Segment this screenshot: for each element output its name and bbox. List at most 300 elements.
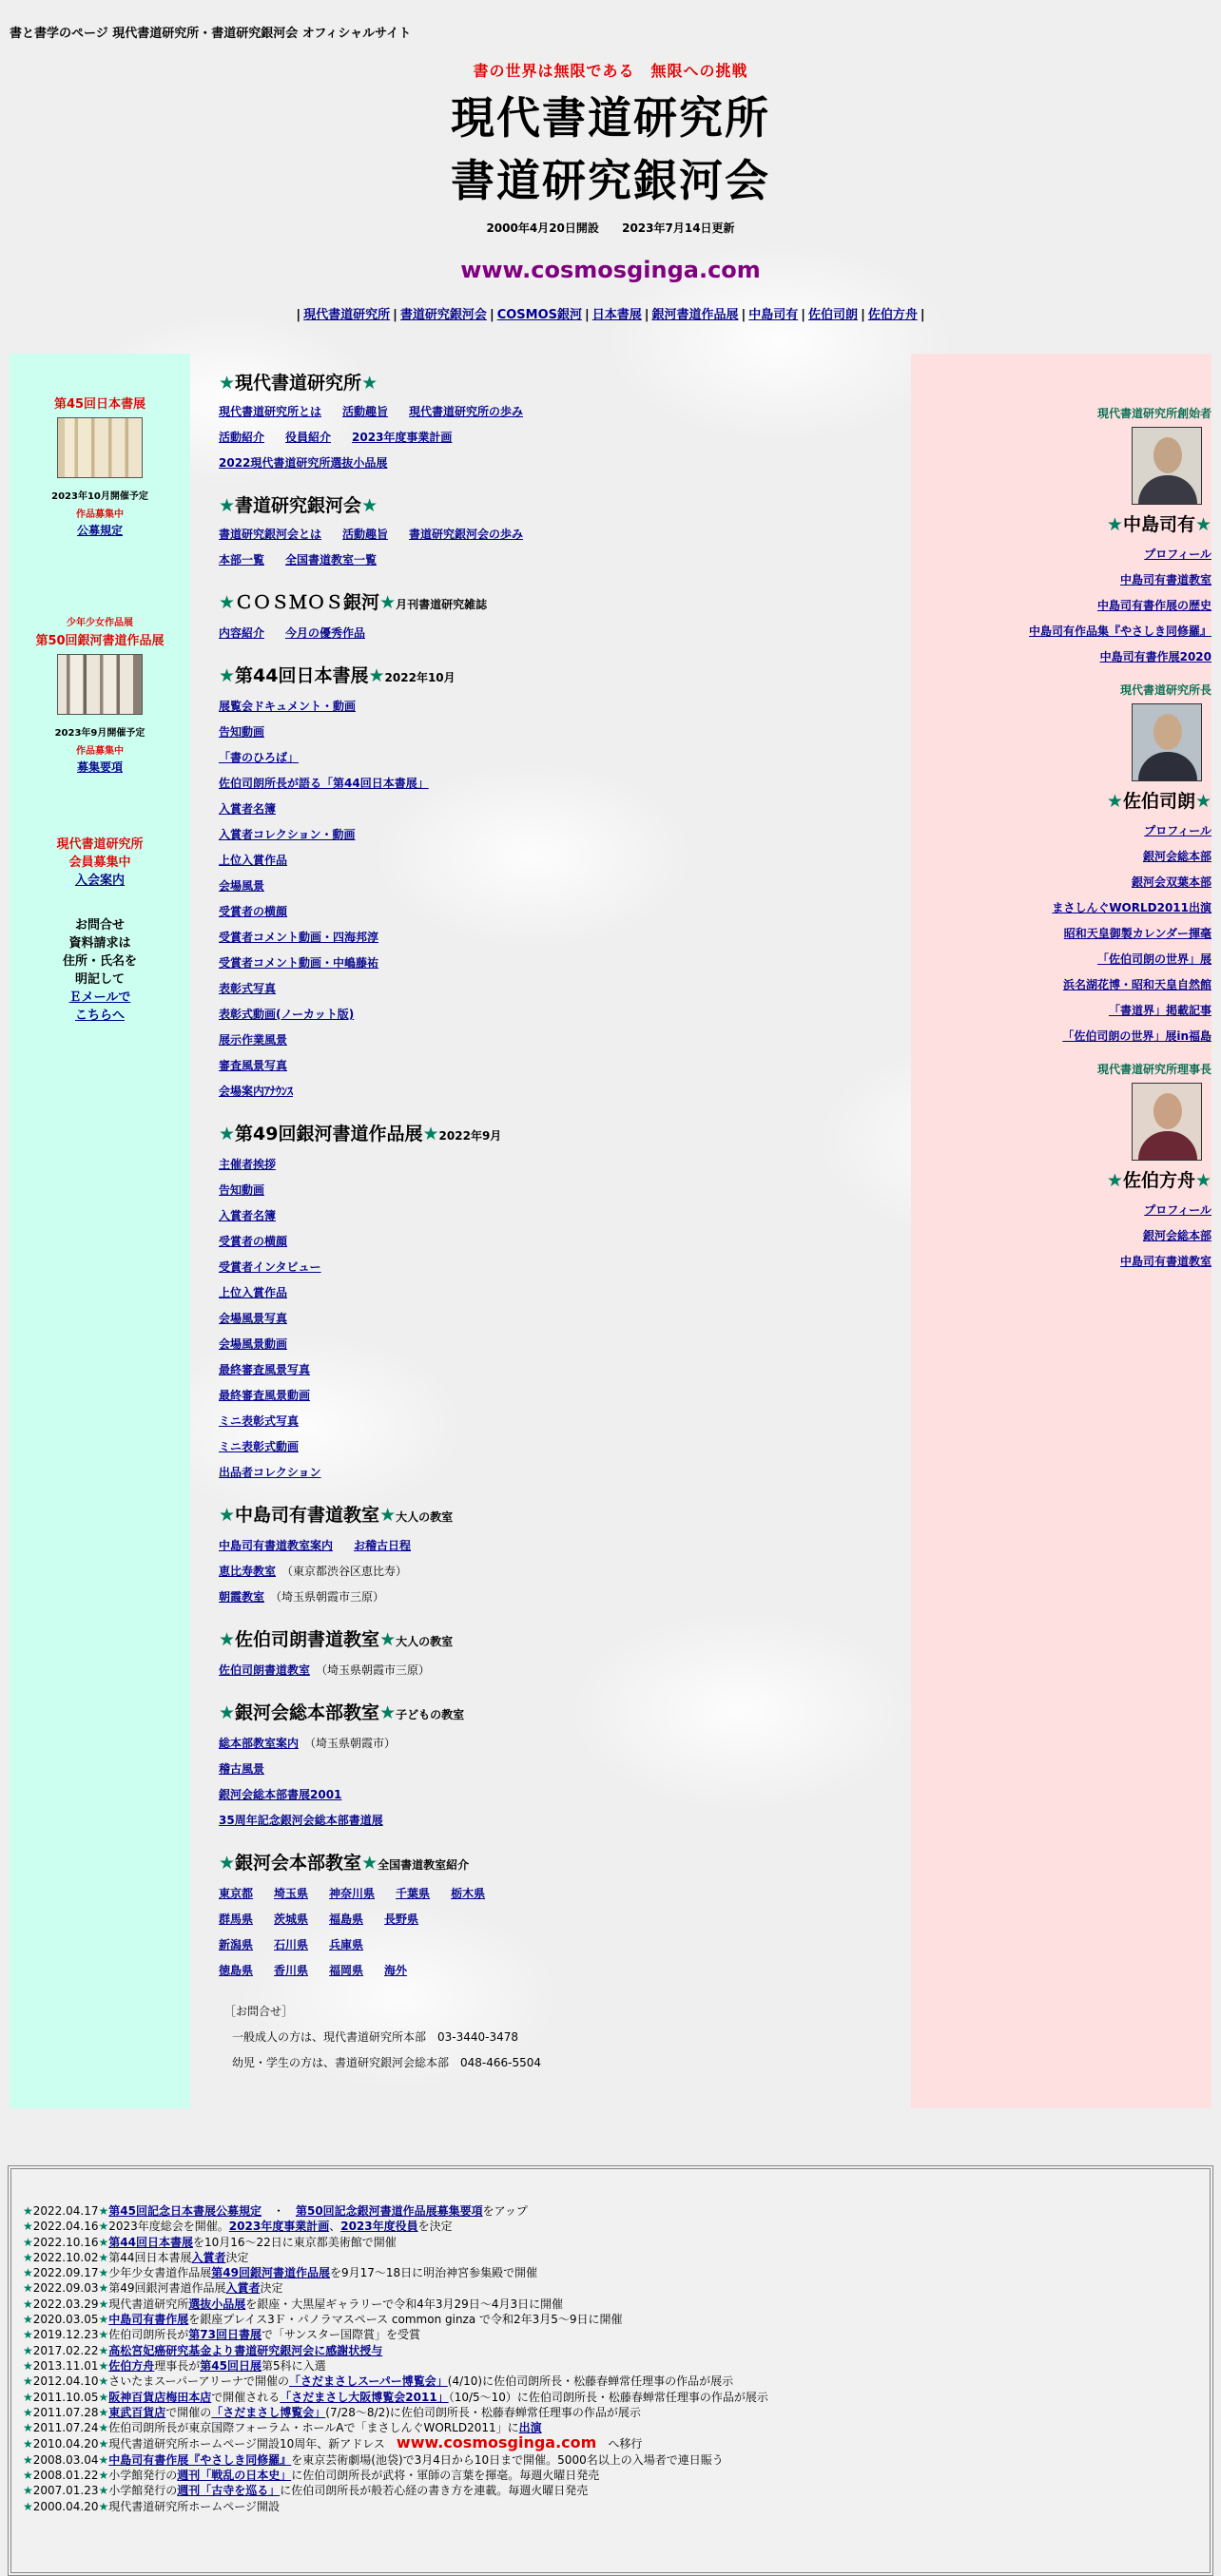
link-row (219, 1757, 884, 1782)
link-row (219, 1881, 884, 1907)
email-link-2[interactable]: こちらへ (74, 1009, 125, 1023)
link-row (219, 1932, 884, 1958)
link-row (219, 1434, 884, 1460)
nav-separator: | (585, 308, 590, 322)
news-text: 第49回銀河書道作品展 (108, 2281, 226, 2296)
star-icon: ★ (98, 2281, 109, 2296)
star-icon: ★ (23, 2469, 33, 2483)
updated-date: 2023年7月14日更新 (622, 221, 735, 235)
news-item (23, 2312, 1198, 2327)
section-link[interactable]: 受賞者コメント動画・中嶋藤祐 (219, 956, 379, 970)
news-date: 2022.03.29 (32, 2297, 99, 2311)
news-text: 2023年度総会を開催。 (108, 2220, 229, 2234)
profile-link[interactable]: プロフィール (1144, 548, 1211, 561)
news-link[interactable]: 佐伯方舟 (108, 2358, 155, 2373)
section-link[interactable]: 兵庫県 (329, 1938, 364, 1951)
link-row (219, 1178, 884, 1203)
star-icon: ★ (98, 2313, 109, 2327)
profile-link[interactable]: 銀河会双葉本部 (1131, 875, 1211, 889)
page-title (0, 87, 1221, 212)
section-link[interactable]: 佐伯司朗所長が語る「第44回日本書展」 (219, 777, 429, 790)
section-subtitle: 月刊書道研究雑誌 (396, 598, 488, 611)
news-text: ・ (261, 2204, 296, 2218)
star-icon: ★ (23, 2328, 33, 2342)
news-date: 2022.09.17 (32, 2266, 99, 2280)
link-row (219, 1907, 884, 1932)
star-icon: ★ (219, 1124, 236, 1144)
star-icon: ★ (219, 1702, 236, 1723)
section-link[interactable]: 朝霞教室 (219, 1590, 265, 1604)
link-row (219, 976, 884, 1002)
link-row (219, 1280, 884, 1306)
exhibit1-link[interactable]: 公募規定 (76, 524, 123, 537)
star-icon: ★ (219, 592, 236, 613)
section-link[interactable]: 展示作業風景 (219, 1033, 288, 1047)
news-text: 決定 (260, 2281, 283, 2296)
contact-child: 幼児・学生の方は、書道研究銀河会総本部 048-466-5504 (232, 2056, 542, 2069)
location-note: （埼玉県朝霞市） (304, 1737, 397, 1750)
email-link[interactable]: Ｅメールで (68, 990, 131, 1005)
star-icon: ★ (23, 2266, 33, 2280)
news-date: 2011.10.05 (32, 2390, 99, 2404)
news-link[interactable]: 週刊「古寺を巡る」 (177, 2484, 281, 2498)
page-header (0, 59, 1221, 322)
star-icon: ★ (98, 2297, 109, 2311)
section-title (219, 1851, 884, 1877)
nav-separator: | (801, 308, 806, 322)
news-link[interactable]: 2023年度事業計画 (228, 2220, 330, 2234)
site-small-title: 書と書学のページ 現代書道研究所・書道研究銀河会 オフィシャルサイト (10, 27, 412, 41)
exhibit1-title: 第45回日本書展 (53, 397, 146, 412)
news-text: で「サンスター国際賞」を受賞 (261, 2328, 421, 2342)
section-subtitle: 2022年10月 (384, 671, 455, 684)
section-title-text: ＣＯＳＭＯＳ銀河 (235, 592, 380, 613)
section-link[interactable]: 告知動画 (219, 1183, 265, 1197)
link-row (219, 720, 884, 745)
section-link[interactable]: 上位入賞作品 (219, 854, 288, 867)
section-link[interactable]: 総本部教室案内 (219, 1737, 300, 1750)
section-link[interactable]: 受賞者の横顔 (219, 1235, 288, 1248)
news-link[interactable]: 第73回日書展 (188, 2328, 262, 2342)
section-link[interactable]: 上位入賞作品 (219, 1286, 288, 1299)
section-link[interactable]: 石川県 (274, 1938, 309, 1951)
star-icon: ★ (23, 2220, 33, 2234)
founder-name: ★中島司有★ (1106, 514, 1211, 535)
section-link[interactable]: 受賞者インタビュー (219, 1260, 321, 1274)
director-role: 現代書道研究所長 (1119, 683, 1211, 697)
news-text: 第44回日本書展 (108, 2250, 192, 2264)
news-link[interactable]: 入賞者 (191, 2250, 226, 2264)
nav-separator: | (393, 308, 397, 322)
section-link[interactable]: 新潟県 (219, 1938, 254, 1951)
section-link[interactable]: ミニ表彰式動画 (219, 1440, 300, 1453)
section-link[interactable]: 会場案内ｱﾅｳﾝｽ (219, 1085, 294, 1098)
link-row (219, 1958, 884, 1984)
link-row (219, 1152, 884, 1178)
news-item (23, 2203, 1198, 2219)
nav-separator: | (489, 308, 494, 322)
section-title-text: 現代書道研究所 (235, 373, 362, 394)
news-date: 2011.07.28 (32, 2405, 99, 2419)
news-link[interactable]: 中島司有書作展 (108, 2313, 189, 2327)
section-link[interactable]: 徳島県 (219, 1964, 254, 1977)
nav-link[interactable]: 書道研究銀河会 (399, 308, 487, 322)
location-note: （埼玉県朝霞市三原） (316, 1663, 431, 1677)
exhibit2-thumbnail[interactable] (57, 654, 143, 715)
section-link[interactable]: 銀河会総本部書展2001 (219, 1788, 342, 1801)
section-link[interactable]: 恵比寿教室 (219, 1565, 277, 1578)
news-date: 2008.03.04 (32, 2452, 99, 2467)
section-link[interactable]: 神奈川県 (329, 1887, 376, 1900)
section-link[interactable]: 入賞者名簿 (219, 1209, 277, 1222)
star-icon: ★ (23, 2250, 33, 2264)
news-item (23, 2435, 1198, 2451)
nav-link[interactable]: 現代書道研究所 (303, 308, 391, 322)
section-link[interactable]: 福岡県 (329, 1964, 364, 1977)
star-icon: ★ (98, 2405, 109, 2419)
link-row (219, 1332, 884, 1357)
title-line-2: 書道研究銀河会 (451, 155, 770, 206)
news-text: （10/5～10）に佐伯司朗所長・松藤春蝉常任理事の作品が展示 (448, 2390, 768, 2404)
section-link[interactable]: 稽古風景 (219, 1762, 265, 1776)
section-link[interactable]: 本部一覧 (219, 553, 265, 567)
link-row (219, 1357, 884, 1383)
founder-portrait (1132, 427, 1202, 505)
director-portrait (1132, 703, 1202, 781)
section-link[interactable]: 会場風景動画 (219, 1337, 288, 1351)
link-row (219, 694, 884, 720)
news-link[interactable]: 入賞者 (225, 2281, 261, 2296)
section-link[interactable]: 会場風景 (219, 879, 265, 893)
star-icon: ★ (98, 2220, 109, 2234)
exhibit1-date: 2023年10月開催予定 (51, 491, 148, 502)
star-icon: ★ (219, 495, 236, 516)
section-link[interactable]: 現代書道研究所の歩み (409, 405, 524, 418)
link-row (219, 925, 884, 951)
link-row (219, 1808, 884, 1834)
nav-link[interactable]: COSMOS銀河 (496, 308, 582, 322)
news-text: を東京芸術劇場(池袋)で3月4日から10日まで開催。5000名以上の入場者で連日賑う (291, 2452, 724, 2467)
member-link[interactable]: 入会案内 (74, 874, 125, 888)
nav-link[interactable]: 銀河書道作品展 (651, 308, 739, 322)
section-link[interactable]: 35周年記念銀河会総本部書道展 (219, 1814, 383, 1827)
profile-link[interactable]: 銀河会総本部 (1142, 1229, 1211, 1242)
profile-link[interactable]: プロフィール (1144, 1203, 1211, 1217)
section-link[interactable]: 最終審査風景写真 (219, 1363, 311, 1376)
news-link[interactable]: 選抜小品展 (188, 2297, 246, 2311)
section-link[interactable]: 役員紹介 (285, 431, 332, 444)
news-date: 2008.01.22 (32, 2469, 99, 2483)
news-item (23, 2405, 1198, 2420)
profile-link[interactable]: プロフィール (1144, 824, 1211, 837)
section-link[interactable]: 会場風景写真 (219, 1312, 288, 1325)
star-icon: ★ (23, 2437, 33, 2451)
section-link[interactable]: 「書のひろば」 (219, 751, 300, 764)
link-row (219, 1383, 884, 1409)
news-date: 2011.07.24 (32, 2421, 99, 2435)
link-row (219, 1053, 884, 1079)
news-item (23, 2358, 1198, 2374)
star-icon: ★ (379, 1629, 397, 1650)
link-row (219, 621, 884, 646)
news-text: 第5科に入選 (261, 2358, 326, 2373)
star-icon: ★ (98, 2452, 109, 2467)
section-title (219, 1701, 884, 1727)
star-icon: ★ (379, 1505, 397, 1526)
news-link[interactable]: 中島司有書作展『やさしき同修羅』 (108, 2452, 292, 2467)
chairman-role: 現代書道研究所理事長 (1096, 1063, 1211, 1076)
star-icon: ★ (98, 2204, 109, 2218)
left-sidebar (10, 354, 190, 2108)
section-title (219, 663, 884, 690)
section-title-text: 銀河会総本部教室 (235, 1702, 380, 1723)
news-domain: www.cosmosginga.com (396, 2433, 597, 2452)
news-link[interactable]: 2023年度役員 (340, 2220, 418, 2234)
section-title-text: 銀河会本部教室 (235, 1853, 362, 1874)
section-link[interactable]: 海外 (384, 1964, 408, 1977)
date-info (0, 220, 1221, 236)
profile-link[interactable]: 「書道界」掲載記事 (1108, 1004, 1211, 1017)
star-icon: ★ (219, 1853, 236, 1874)
news-date: 2022.04.17 (32, 2204, 99, 2218)
star-icon: ★ (219, 373, 236, 394)
section-title (219, 1627, 884, 1654)
news-date: 2010.04.20 (32, 2437, 99, 2451)
news-link[interactable]: 阪神百貨店梅田本店 (108, 2390, 212, 2404)
news-link[interactable]: 「さだまさし博覧会」 (211, 2405, 326, 2419)
news-text: を銀座・大黒屋ギャラリーで令和4年3月29日～4月3日に開催 (245, 2297, 564, 2311)
section-link[interactable]: 受賞者コメント動画・四海邦淳 (219, 931, 379, 944)
exhibit2-link[interactable]: 募集要項 (76, 760, 123, 774)
section-link[interactable]: 2023年度事業計画 (352, 431, 453, 444)
section-link[interactable]: 審査風景写真 (219, 1059, 288, 1072)
star-icon: ★ (98, 2328, 109, 2342)
contact-head: ［お問合せ］ (224, 2005, 294, 2018)
news-link[interactable]: 第44回日本書展 (108, 2235, 193, 2249)
section-title (219, 1122, 884, 1148)
news-item (23, 2219, 1198, 2234)
section-link[interactable]: 東京都 (219, 1887, 254, 1900)
section-link[interactable]: 茨城県 (274, 1913, 309, 1926)
news-link[interactable]: 高松宮妃癌研究基金より書道研究銀河会に感謝状授与 (108, 2343, 383, 2357)
link-row (219, 848, 884, 874)
director-links (911, 818, 1211, 1049)
section-link[interactable]: 活動趣旨 (342, 405, 389, 418)
news-text: (7/28～8/2)に佐伯司朗所長・松藤春蝉常任理事の作品が展示 (325, 2405, 641, 2419)
inquiry-line: お問合せ (74, 918, 125, 932)
exhibit2-date: 2023年9月開催予定 (54, 728, 145, 739)
section-link[interactable]: 福島県 (329, 1913, 364, 1926)
profile-link[interactable]: 中島司有書作展2020 (1099, 650, 1211, 663)
link-row (219, 1203, 884, 1229)
tagline: 書の世界は無限である 無限への挑戦 (473, 62, 748, 80)
star-icon: ★ (422, 1124, 439, 1144)
news-link[interactable]: 「さだまさしスーパー博覧会」 (288, 2374, 448, 2389)
section-title-text: 中島司有書道教室 (235, 1505, 380, 1526)
section-link[interactable]: 中島司有書道教室案内 (219, 1539, 334, 1552)
star-icon: ★ (23, 2499, 33, 2513)
section-link[interactable]: 書道研究銀河会の歩み (409, 528, 524, 541)
star-icon: ★ (98, 2421, 109, 2435)
exhibit1-thumbnail[interactable] (57, 417, 143, 478)
news-link[interactable]: 第49回銀河書道作品展 (211, 2266, 330, 2280)
news-item (23, 2468, 1198, 2483)
member-line-2: 会員募集中 (68, 855, 131, 870)
star-icon: ★ (98, 2358, 109, 2373)
link-row (219, 1079, 884, 1105)
news-date: 2012.04.10 (32, 2374, 99, 2389)
link-row (219, 1782, 884, 1808)
link-row (219, 822, 884, 848)
section-link[interactable]: 出品者コレクション (219, 1466, 321, 1479)
star-icon: ★ (98, 2484, 109, 2498)
news-link[interactable]: 出演 (518, 2421, 542, 2435)
section-link[interactable]: 展覧会ドキュメント・動画 (219, 700, 357, 713)
link-row (219, 1028, 884, 1053)
news-text: 佐伯司朗所長が (108, 2328, 189, 2342)
news-link[interactable]: 第50回記念銀河書道作品展募集要項 (295, 2204, 483, 2218)
news-date: 2019.12.23 (32, 2328, 99, 2342)
top-nav (0, 304, 1221, 322)
section-link[interactable]: 表彰式動画(ノーカット版) (219, 1008, 355, 1021)
link-row (219, 874, 884, 899)
section-link[interactable]: 内容紹介 (219, 626, 265, 640)
star-icon: ★ (23, 2421, 33, 2435)
section-title-text: 佐伯司朗書道教室 (235, 1629, 380, 1650)
news-link[interactable]: 週刊「戦乱の日本史」 (177, 2469, 292, 2483)
section-link[interactable]: 埼玉県 (274, 1887, 309, 1900)
section-link[interactable]: 香川県 (274, 1964, 309, 1977)
profile-link[interactable]: 銀河会総本部 (1142, 850, 1211, 863)
star-icon: ★ (23, 2374, 33, 2389)
profile-link[interactable]: 中島司有書作展の歴史 (1096, 599, 1211, 612)
link-row (219, 425, 884, 451)
profile-link[interactable]: 「佐伯司朗の世界」展in福島 (1062, 1029, 1211, 1043)
profile-link[interactable]: 中島司有作品集『やさしき同修羅』 (1028, 625, 1211, 638)
star-icon: ★ (98, 2266, 109, 2280)
link-row (219, 1533, 884, 1559)
section-link[interactable]: 長野県 (384, 1913, 419, 1926)
section-link[interactable]: お稽古日程 (354, 1539, 412, 1552)
section-link[interactable]: 栃木県 (451, 1887, 486, 1900)
section-link[interactable]: 佐伯司朗書道教室 (219, 1663, 311, 1677)
star-icon: ★ (219, 1629, 236, 1650)
section-link[interactable]: 活動紹介 (219, 431, 265, 444)
news-link[interactable]: 「さだまさし大阪博覧会2011」 (280, 2390, 449, 2404)
inquiry-text (10, 916, 190, 989)
star-icon: ★ (23, 2281, 33, 2296)
news-text: を銀座プレイス3Ｆ・パノラマスペース common ginza で令和2年3月5～9日に開催 (188, 2313, 623, 2327)
news-item (23, 2452, 1198, 2468)
news-date: 2017.02.22 (32, 2343, 99, 2357)
section-link[interactable]: 入賞者コレクション・動画 (219, 828, 356, 841)
news-text: 現代書道研究所ホームページ開設 (108, 2499, 281, 2513)
director-name: ★佐伯司朗★ (1106, 791, 1211, 812)
link-row (219, 451, 884, 476)
news-item (23, 2265, 1198, 2280)
news-text: に佐伯司朗所長が般若心経の書き方を連載。毎週火曜日発売 (280, 2484, 589, 2498)
link-row (219, 1658, 884, 1683)
link-row (219, 899, 884, 925)
news-item (23, 2297, 1198, 2312)
news-date: 2022.04.16 (32, 2220, 99, 2234)
news-text: へ移行 (596, 2437, 643, 2451)
profile-link[interactable]: 「佐伯司朗の世界」展 (1096, 952, 1211, 966)
news-item (23, 2390, 1198, 2405)
star-icon: ★ (219, 665, 236, 686)
section-link[interactable]: 活動趣旨 (342, 528, 389, 541)
star-icon: ★ (98, 2374, 109, 2389)
contact-adult: 一般成人の方は、現代書道研究所本部 03-3440-3478 (232, 2030, 519, 2044)
section-subtitle: 子どもの教室 (396, 1708, 465, 1721)
section-link[interactable]: 最終審査風景動画 (219, 1389, 311, 1402)
profile-link[interactable]: 中島司有書道教室 (1119, 1255, 1211, 1268)
news-text: さいたまスーパーアリーナで開催の (108, 2374, 289, 2389)
section-link[interactable]: 2022現代書道研究所選抜小品展 (219, 456, 388, 470)
news-link[interactable]: 東武百貨店 (108, 2405, 166, 2419)
section-link[interactable]: 表彰式写真 (219, 982, 277, 995)
inquiry-line: 住所・氏名を (62, 954, 137, 969)
profile-link[interactable]: 昭和天皇御製カレンダー揮毫 (1063, 927, 1211, 940)
section-link[interactable]: 全国書道教室一覧 (285, 553, 378, 567)
star-icon: ★ (98, 2499, 109, 2513)
nav-link[interactable]: 日本書展 (591, 308, 642, 322)
exhibit2-title: 第50回銀河書道作品展 (35, 634, 165, 648)
section-link[interactable]: 今月の優秀作品 (285, 626, 366, 640)
section-link[interactable]: 主催者挨拶 (219, 1158, 277, 1171)
link-row (219, 1460, 884, 1486)
section-link[interactable]: 告知動画 (219, 725, 265, 739)
nav-link[interactable]: 中島司有 (748, 308, 799, 322)
star-icon: ★ (98, 2250, 109, 2264)
star-icon: ★ (23, 2204, 33, 2218)
news-link[interactable]: 第45回記念日本書展公募規定 (108, 2204, 262, 2218)
contact-info (219, 1999, 884, 2076)
section-link[interactable]: 千葉県 (396, 1887, 431, 1900)
news-text: で開催される (211, 2390, 281, 2404)
title-line-1: 現代書道研究所 (451, 92, 770, 144)
nav-link[interactable]: 佐伯司朗 (808, 308, 859, 322)
profile-link[interactable]: まさしんぐWORLD2011出演 (1052, 901, 1211, 914)
news-date: 2020.03.05 (32, 2313, 99, 2327)
link-row (219, 1306, 884, 1332)
section-link[interactable]: 現代書道研究所とは (219, 405, 322, 418)
inquiry-line: 明記して (74, 972, 125, 987)
news-text: を10月16～22日に東京都美術館で開催 (192, 2235, 397, 2249)
star-icon: ★ (379, 1702, 397, 1723)
section-link[interactable]: 受賞者の横顔 (219, 905, 288, 918)
news-date: 2022.09.03 (32, 2281, 99, 2296)
link-row (219, 399, 884, 425)
link-row (219, 951, 884, 976)
section-link[interactable]: 群馬県 (219, 1913, 254, 1926)
inquiry-line: 資料請求は (68, 936, 131, 951)
profile-link[interactable]: 中島司有書道教室 (1119, 573, 1211, 586)
star-icon: ★ (23, 2484, 33, 2498)
news-link[interactable]: 第45回日展 (200, 2358, 262, 2373)
section-link[interactable]: 書道研究銀河会とは (219, 528, 322, 541)
profile-link[interactable]: 浜名湖花博・昭和天皇自然館 (1062, 978, 1211, 991)
opened-date: 2000年4月20日開設 (486, 221, 599, 235)
news-text: 小学館発行の (108, 2469, 178, 2483)
exhibit2-status: 作品募集中 (76, 746, 124, 757)
section-subtitle: 2022年9月 (438, 1129, 502, 1143)
nav-link[interactable]: 佐伯方舟 (867, 308, 918, 322)
section-subtitle: 大人の教室 (396, 1510, 454, 1524)
section-link[interactable]: 入賞者名簿 (219, 802, 277, 816)
section-link[interactable]: ミニ表彰式写真 (219, 1414, 300, 1428)
link-row (219, 1255, 884, 1280)
